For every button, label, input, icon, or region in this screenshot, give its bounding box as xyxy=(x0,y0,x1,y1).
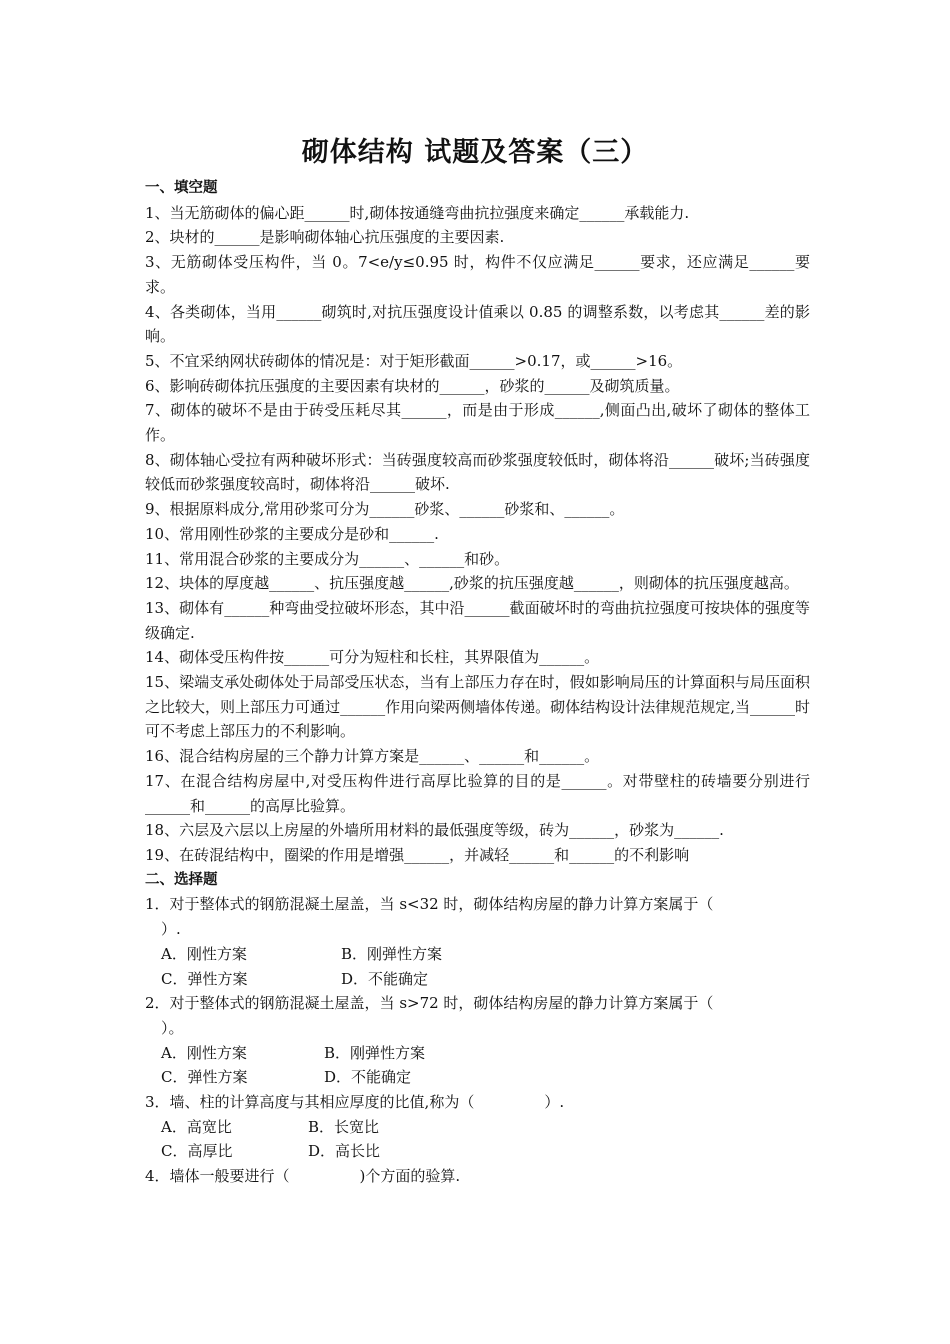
document-body xyxy=(145,176,810,1189)
choice-1-option-b: B．刚弹性方案 xyxy=(341,944,443,963)
choice-3-option-d: D．高长比 xyxy=(308,1142,381,1161)
choice-1-option-a: A．刚性方案 xyxy=(161,944,247,963)
question-fill-19: 19、在砖混结构中，圈梁的作用是增强______，并减轻______和______的不利影响 xyxy=(145,845,690,864)
question-fill-11: 11、常用混合砂浆的主要成分为______、______和砂。 xyxy=(145,549,510,568)
question-fill-3: 3、无筋砌体受压构件，当 0。7<e/y≤0.95 时，构件不仅应满足______要求，还应满足______要求。 xyxy=(145,253,810,296)
question-fill-16: 16、混合结构房屋的三个静力计算方案是______、______和______。 xyxy=(145,747,600,766)
question-fill-2: 2、块材的______是影响砌体轴心抗压强度的主要因素. xyxy=(145,228,505,247)
choice-2-option-c: C．弹性方案 xyxy=(161,1068,248,1087)
question-fill-7: 7、砌体的破坏不是由于砖受压耗尽其______，而是由于形成______,侧面凸出,破坏了砌体的整体工作。 xyxy=(145,401,810,445)
question-fill-8: 8、砌体轴心受拉有两种破坏形式：当砖强度较高而砂浆强度较低时，砌体将沿______破坏;当砖强度较低而砂浆强度较高时，砌体将沿______破坏. xyxy=(145,450,810,494)
question-fill-10: 10、常用刚性砂浆的主要成分是砂和______. xyxy=(145,524,439,543)
question-fill-15: 15、梁端支承处砌体处于局部受压状态，当有上部压力存在时，假如影响局压的计算面积与局压面积之比较大，则上部压力可通过______作用向梁两侧墙体传递。砌体结构设计法律规范规定,当______时可不考虑上部压力的不利影响。 xyxy=(145,673,810,741)
question-fill-5: 5、不宜采纳网状砖砌体的情况是：对于矩形截面______>0.17，或______>16。 xyxy=(145,351,683,370)
question-fill-12: 12、块体的厚度越______、抗压强度越______,砂浆的抗压强度越______，则砌体的抗压强度越高。 xyxy=(145,574,799,593)
choice-3-option-b: B．长宽比 xyxy=(308,1117,380,1136)
question-choice-1-stem-end: ）. xyxy=(161,920,181,939)
question-fill-4: 4、各类砌体，当用______砌筑时,对抗压强度设计值乘以 0.85 的调整系数，以考虑其______差的影响。 xyxy=(145,302,810,346)
choice-2-option-d: D．不能确定 xyxy=(324,1068,412,1087)
document-title: 砌体结构 试题及答案（三） xyxy=(301,137,649,168)
question-fill-14: 14、砌体受压构件按______可分为短柱和长柱，其界限值为______。 xyxy=(145,648,600,667)
choice-3-option-c: C．高厚比 xyxy=(161,1142,233,1161)
question-fill-1: 1、当无筋砌体的偏心距______时,砌体按通缝弯曲抗拉强度来确定______承载能力. xyxy=(145,203,690,222)
question-choice-4-stem-tail: )个方面的验算. xyxy=(359,1167,461,1186)
choice-1-option-d: D．不能确定 xyxy=(341,969,429,988)
question-choice-3-stem-tail: ）. xyxy=(544,1093,565,1112)
section-heading-choice: 二、选择题 xyxy=(145,871,218,888)
question-choice-1-stem: 1．对于整体式的钢筋混凝土屋盖，当 s<32 时，砌体结构房屋的静力计算方案属于（ xyxy=(145,895,714,914)
question-fill-18: 18、六层及六层以上房屋的外墙所用材料的最低强度等级，砖为______，砂浆为______. xyxy=(145,821,724,840)
question-choice-4-stem: 4．墙体一般要进行（ xyxy=(145,1167,290,1186)
question-fill-9: 9、根据原料成分,常用砂浆可分为______砂浆、______砂浆和、______。 xyxy=(145,500,625,519)
question-choice-3-stem: 3．墙、柱的计算高度与其相应厚度的比值,称为（ xyxy=(145,1093,475,1112)
question-choice-2-stem: 2．对于整体式的钢筋混凝土屋盖，当 s>72 时，砌体结构房屋的静力计算方案属于（ xyxy=(145,994,714,1013)
section-heading-fill-in: 一、填空题 xyxy=(145,180,218,196)
question-fill-13: 13、砌体有______种弯曲受拉破坏形态，其中沿______截面破坏时的弯曲抗拉强度可按块体的强度等级确定. xyxy=(145,598,810,642)
choice-1-option-c: C．弹性方案 xyxy=(161,969,248,988)
choice-2-option-a: A．刚性方案 xyxy=(161,1043,247,1062)
choice-2-option-b: B．刚弹性方案 xyxy=(324,1043,426,1062)
question-fill-6: 6、影响砖砌体抗压强度的主要因素有块材的______，砂浆的______及砌筑质量。 xyxy=(145,376,680,395)
question-fill-17: 17、在混合结构房屋中,对受压构件进行高厚比验算的目的是______。对带壁柱的砖墙要分别进行______和______的高厚比验算。 xyxy=(145,771,810,815)
question-choice-2-stem-end: ）。 xyxy=(161,1018,184,1037)
choice-3-option-a: A．高宽比 xyxy=(161,1117,232,1136)
